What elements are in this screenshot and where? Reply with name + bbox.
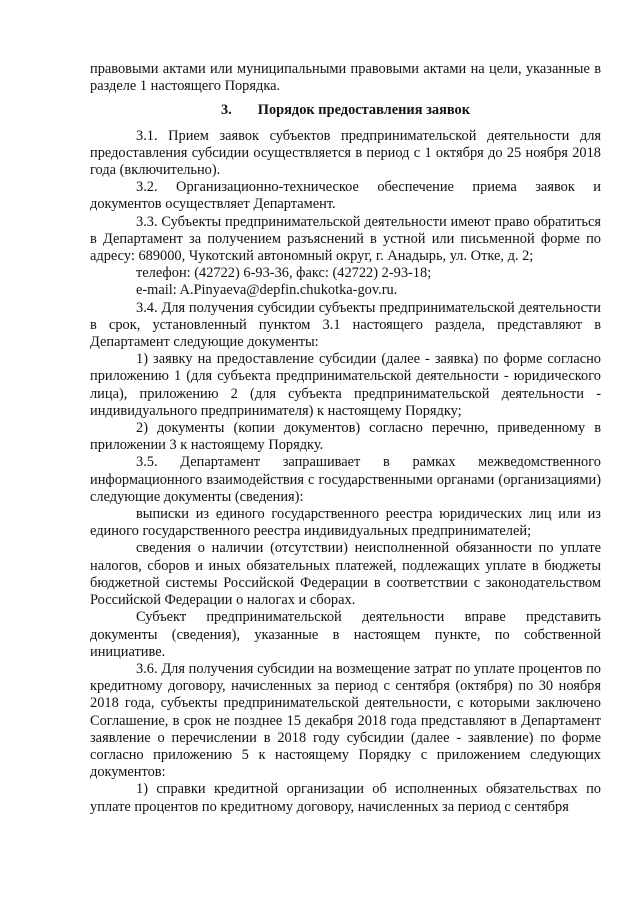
paragraph-3-3: 3.3. Субъекты предпринимательской деятельности имеют право обратиться в Департамент за получением разъяснений в устной или письменной форме по адресу: 689000, Чукотский автономный округ, г. Анадырь, ул. Отке, д. 2; xyxy=(90,213,601,265)
paragraph-3-4-item-1: 1) заявку на предоставление субсидии (далее - заявка) по форме согласно приложению 1 (для субъекта предпринимательской деятельности - юридического лица), приложению 2 (для субъекта предпринимательской деятельности - индивидуального предпринимателя) к настоящему Порядку; xyxy=(90,351,601,419)
paragraph-3-6-item-1: 1) справки кредитной организации об исполненных обязательствах по уплате процентов по кредитному договору, начисленных за период с сентября xyxy=(90,781,601,815)
paragraph-3-5-tax-info: сведения о наличии (отсутствии) неисполненной обязанности по уплате налогов, сборов и иных обязательных платежей, подлежащих уплате в бюджеты бюджетной системы Российской Федерации в соответствии с законодательством Российской Федерации о налогах и сборах. xyxy=(90,540,601,609)
paragraph-3-5: 3.5. Департамент запрашивает в рамках межведомственного информационного взаимодействия с государственными органами (организациями) следующие документы (сведения): xyxy=(90,454,601,505)
paragraph-3-5-initiative: Субъект предпринимательской деятельности вправе представить документы (сведения), указанные в настоящем пункте, по собственной инициативе. xyxy=(90,609,601,660)
paragraph-3-2: 3.2. Организационно-техническое обеспечение приема заявок и документов осуществляет Департамент. xyxy=(90,179,601,213)
paragraph-continuation: правовыми актами или муниципальными правовыми актами на цели, указанные в разделе 1 настоящего Порядка. xyxy=(90,61,601,95)
section-title: Порядок предоставления заявок xyxy=(257,102,471,119)
section-number: 3. xyxy=(220,102,232,119)
paragraph-3-1: 3.1. Прием заявок субъектов предпринимательской деятельности для предоставления субсидии осуществляется в период с 1 октября до 25 ноября 2018 года (включительно). xyxy=(90,127,601,179)
paragraph-3-5-extracts: выписки из единого государственного реестра юридических лиц или из единого государственного реестра индивидуальных предпринимателей; xyxy=(90,506,601,540)
paragraph-3-4: 3.4. Для получения субсидии субъекты предпринимательской деятельности в срок, установленный пунктом 3.1 настоящего раздела, представляют в Департамент следующие документы: xyxy=(90,299,601,351)
paragraph-email: e-mail: A.Pinyaeva@depfin.chukotka-gov.ru. xyxy=(136,282,398,299)
paragraph-3-6: 3.6. Для получения субсидии на возмещение затрат по уплате процентов по кредитному договору, начисленных за период с сентября (октября) по 30 ноября 2018 года, субъекты предпринимательской деятельности, с которыми заключено Соглашение, в срок не позднее 15 декабря 2018 года представляют в Департамент заявление о перечислении в 2018 году субсидии (далее - заявление) по форме согласно приложению 5 к настоящему Порядку с приложением следующих документов: xyxy=(90,660,601,781)
document-page xyxy=(90,61,601,816)
paragraph-3-4-item-2: 2) документы (копии документов) согласно перечню, приведенному в приложении 3 к настоящему Порядку. xyxy=(90,420,601,454)
paragraph-phone: телефон: (42722) 6-93-36, факс: (42722) 2-93-18; xyxy=(136,265,432,282)
section-heading xyxy=(90,102,601,119)
